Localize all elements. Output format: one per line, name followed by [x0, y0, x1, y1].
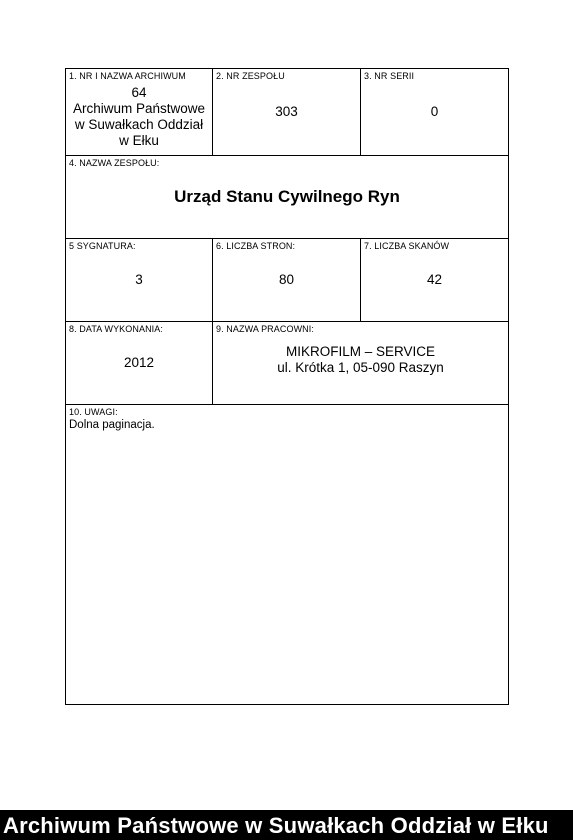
workshop-value [213, 322, 508, 404]
workshop-name: MIKROFILM – SERVICE [285, 344, 436, 359]
series-number-value: 0 [430, 104, 439, 119]
date-cell [66, 322, 213, 404]
archive-name-line-2: w Suwałkach Oddział [74, 117, 204, 132]
fonds-number-value: 303 [275, 104, 298, 119]
footer-text: Archiwum Państwowe w Suwałkach Oddział w Ełku [3, 813, 549, 838]
row-archive [66, 69, 508, 156]
workshop-cell [213, 322, 508, 404]
series-number-cell [361, 69, 508, 155]
date-value: 2012 [123, 355, 155, 370]
fonds-name-value: Urząd Stanu Cywilnego Ryn [174, 187, 400, 206]
scans-cell [361, 239, 508, 321]
notes-text: Dolna paginacja. [69, 419, 155, 431]
fonds-number-cell [213, 69, 361, 155]
metadata-card [65, 68, 509, 705]
workshop-address: ul. Krótka 1, 05-090 Raszyn [277, 360, 444, 375]
pages-cell [213, 239, 361, 321]
footer-banner [0, 810, 573, 840]
fonds-number-label: 2. NR ZESPOŁU [216, 71, 285, 81]
signature-cell [66, 239, 213, 321]
signature-label: 5 SYGNATURA: [69, 241, 136, 251]
workshop-label: 9. NAZWA PRACOWNI: [216, 324, 314, 334]
row-counts [66, 239, 508, 322]
series-number-label: 3. NR SERII [364, 71, 415, 81]
scans-label: 7. LICZBA SKANÓW [364, 241, 450, 251]
archive-number: 64 [131, 85, 147, 100]
fonds-name-cell [66, 156, 508, 238]
notes-label: 10. UWAGI: [69, 407, 118, 417]
archive-label: 1. NR I NAZWA ARCHIWUM [69, 71, 186, 81]
pages-value: 80 [278, 272, 295, 287]
archive-cell [66, 69, 213, 155]
pages-label: 6. LICZBA STRON: [216, 241, 296, 251]
notes-cell [66, 405, 508, 704]
scans-value: 42 [426, 272, 443, 287]
signature-value: 3 [135, 272, 143, 287]
archive-name-line-3: w Ełku [119, 133, 159, 148]
fonds-name-label: 4. NAZWA ZESPOŁU: [69, 158, 160, 168]
row-fonds-name [66, 156, 508, 239]
row-date-workshop [66, 322, 508, 405]
date-label: 8. DATA WYKONANIA: [69, 324, 163, 334]
archive-value [66, 79, 212, 155]
row-notes [66, 405, 508, 704]
archive-name-line-1: Archiwum Państwowe [72, 101, 206, 116]
